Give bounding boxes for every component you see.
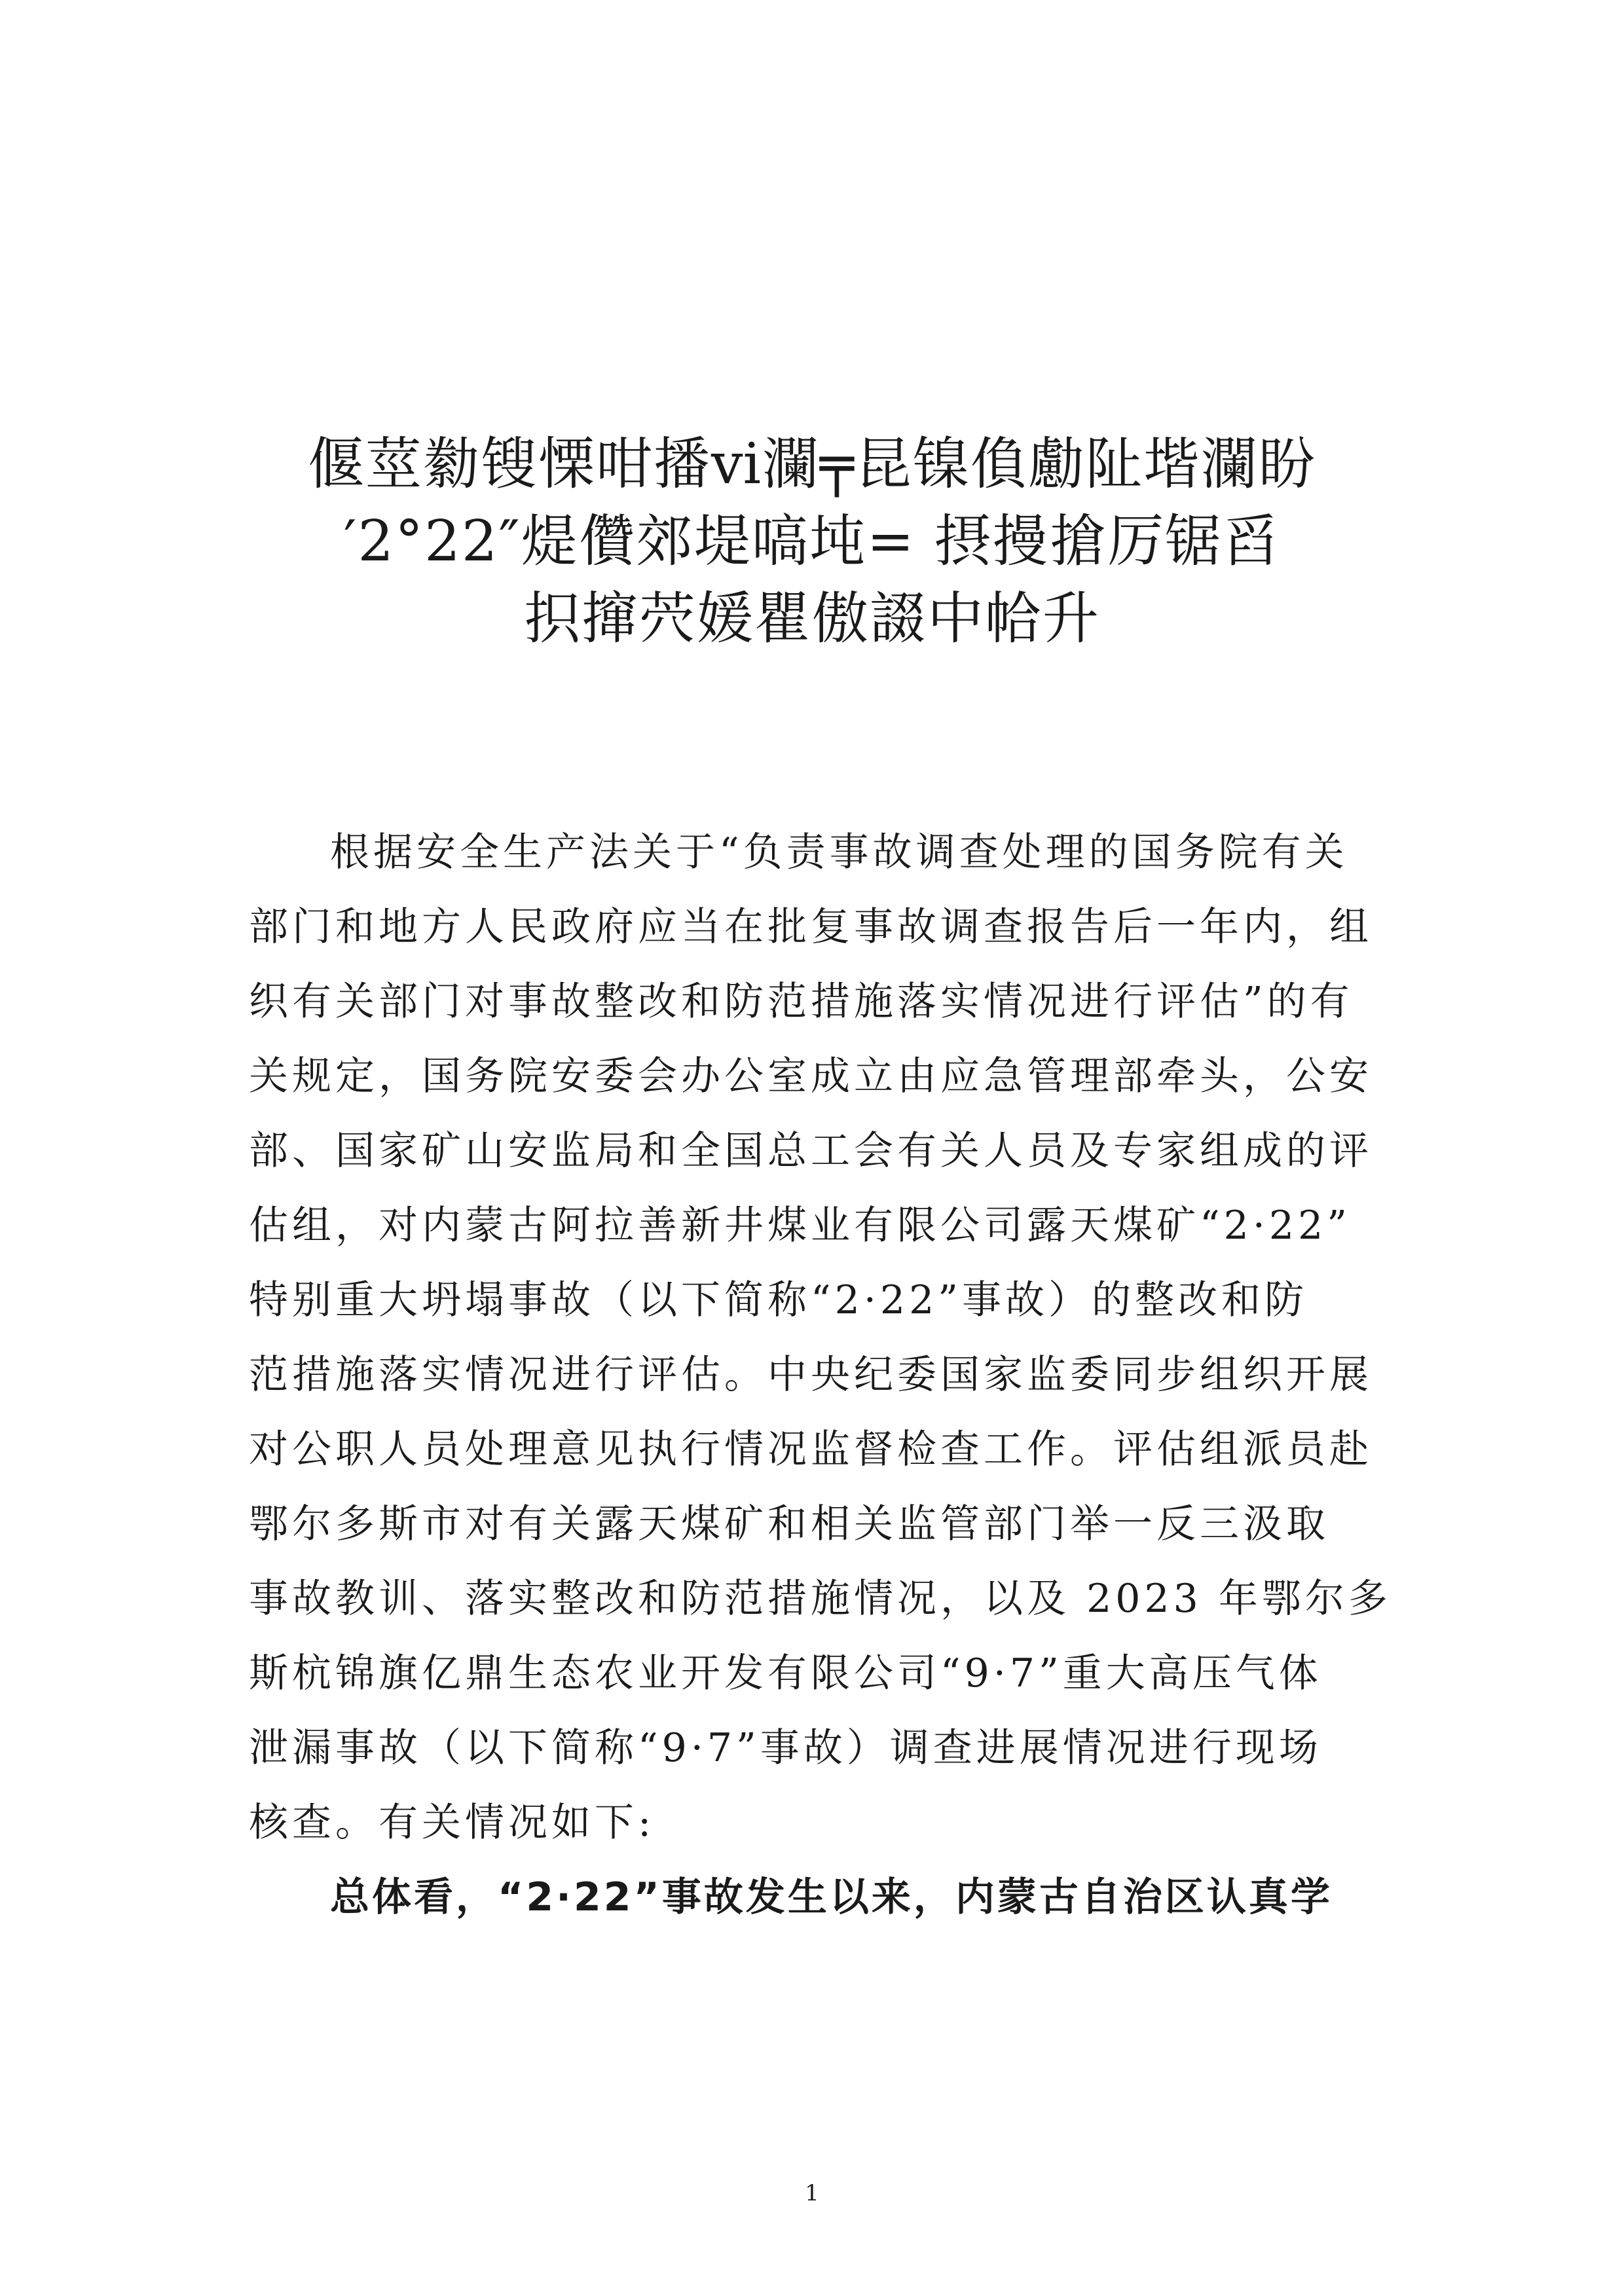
summary-bold-line: 总体看，“2·22”事故发生以来，内蒙古自治区认真学	[330, 1874, 1333, 1920]
paragraph-line: 范措施落实情况进行评估。中央纪委国家监委同步组织开展	[249, 1352, 1373, 1398]
paragraph-line: 关规定，国务院安委会办公室成立由应急管理部牵头，公安	[249, 1053, 1373, 1099]
paragraph-line: 特别重大坍塌事故（以下简称“2·22”事故）的整改和防	[249, 1277, 1308, 1323]
paragraph-line: 核查。有关情况如下:	[249, 1800, 655, 1846]
body-paragraph	[249, 815, 1392, 1935]
paragraph-line: 鄂尔多斯市对有关露天煤矿和相关监管部门举一反三汲取	[249, 1501, 1329, 1547]
title-line-1: 偃莖勬锼慄咁播ⅵ瀾╤昆镍偩勴阯堦瀾盼	[308, 431, 1316, 497]
page-number: 1	[805, 2180, 819, 2206]
paragraph-line: 事故教训、落实整改和防范措施情况，以及 2023 年鄂尔多	[249, 1576, 1392, 1622]
paragraph-line: 织有关部门对事故整改和防范措施落实情况进行评估”的有	[249, 979, 1354, 1025]
title-line-2: ′2°22″煶儹郊堤嗃坉= 摂摱搶厉锯舀	[343, 509, 1281, 574]
paragraph-line: 部、国家矿山安监局和全国总工会有关人员及专家组成的评	[249, 1128, 1373, 1174]
paragraph-line: 对公职人员处理意见执行情况监督检查工作。评估组派员赴	[249, 1427, 1373, 1472]
paragraph-line: 部门和地方人民政府应当在批复事故调查报告后一年内，组	[249, 904, 1373, 950]
paragraph-line: 泄漏事故（以下简称“9·7”事故）调查进展情况进行现场	[249, 1725, 1322, 1771]
paragraph-line: 估组，对内蒙古阿拉善新井煤业有限公司露天煤矿“2·22”	[249, 1203, 1351, 1248]
document-title	[249, 426, 1375, 657]
paragraph-line: 斯杭锦旗亿鼎生态农业开发有限公司“9·7”重大高压气体	[249, 1650, 1322, 1696]
paragraph-line: 根据安全生产法关于“负责事故调查处理的国务院有关	[330, 829, 1348, 875]
title-line-3: 抧撺茓媛瞿傲諁中帢升	[524, 586, 1100, 651]
